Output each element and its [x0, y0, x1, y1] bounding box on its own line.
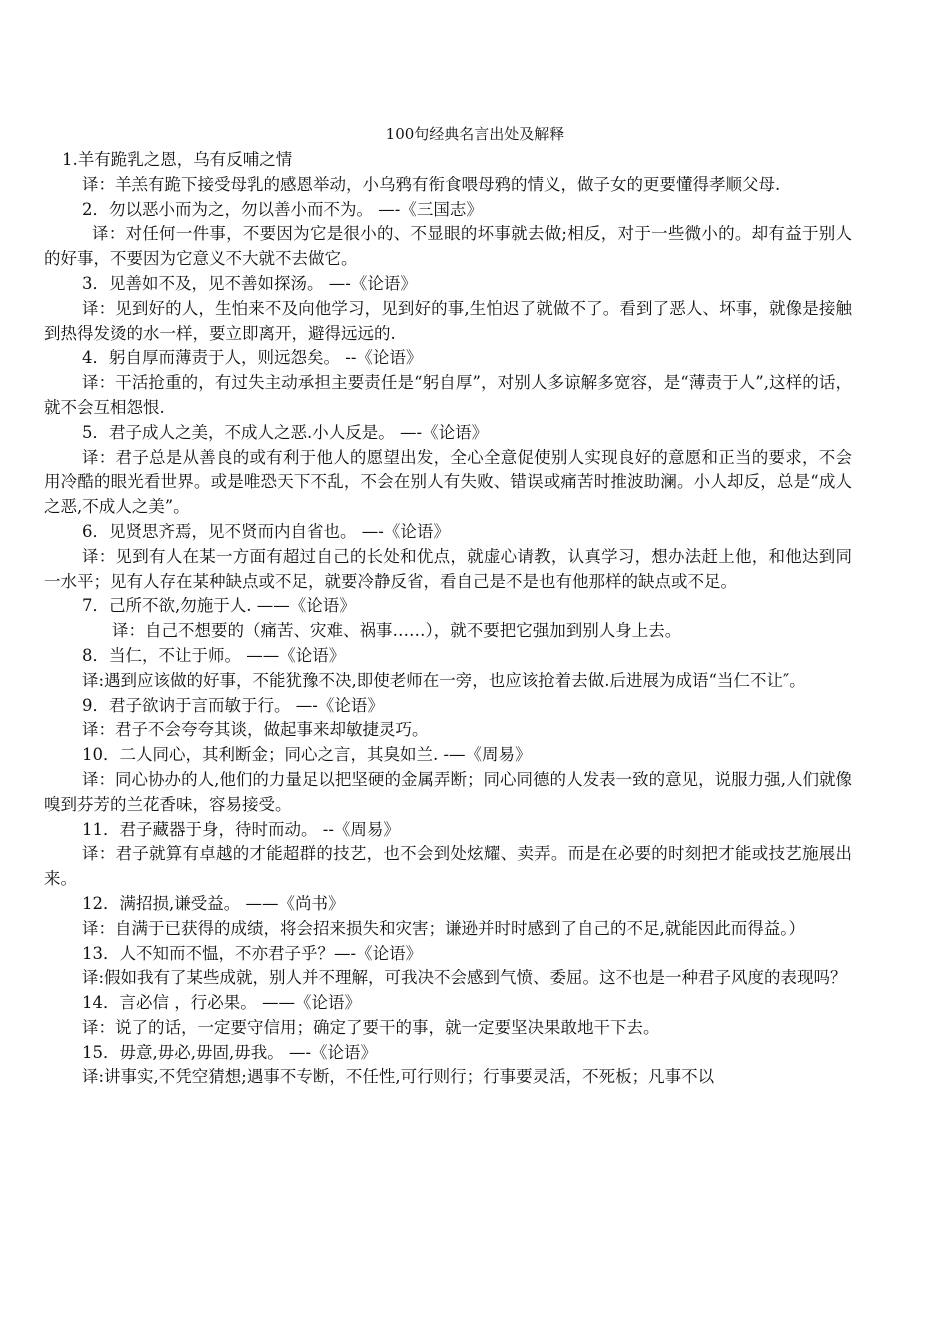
entry-translation: 译：见到有人在某一方面有超过自己的长处和优点，就虚心请教，认真学习，想办法赶上他，和他达到同一水平；见有人存在某种缺点或不足，就要冷静反省，看自己是不是也有他那样的缺点或不足。 [44, 546, 852, 591]
entry-translation: 译：自满于已获得的成绩，将会招来损失和灾害；谦逊并时时感到了自己的不足,就能因此而得益。） [82, 918, 805, 938]
entry-heading: 2．勿以恶小而为之，勿以善小而不为。 —-《三国志》 [82, 199, 483, 219]
entry-heading: 3．见善如不及，见不善如探汤。 —-《论语》 [82, 273, 417, 293]
entry-translation: 译：君子不会夸夸其谈，做起事来却敏捷灵巧。 [82, 720, 429, 740]
entry-translation: 译：自己不想要的（痛苦、灾难、祸事……），就不要把它强加到别人身上去。 [112, 621, 682, 641]
entry-heading: 15．毋意,毋必,毋固,毋我。 —-《论语》 [82, 1042, 378, 1062]
entry-translation: 译：说了的话，一定要守信用；确定了要干的事，就一定要坚决果敢地干下去。 [82, 1017, 660, 1037]
entry-heading: 4．躬自厚而薄责于人，则远怨矣。 --《论语》 [82, 348, 423, 368]
entry-heading: 10．二人同心，其利断金；同心之言，其臭如兰. -—《周易》 [82, 745, 532, 765]
entry-translation: 译：君子总是从善良的或有利于他人的愿望出发，全心全意促使别人实现良好的意愿和正当的要求，不会用冷酷的眼光看世界。或是唯恐天下不乱，不会在别人有失败、错误或痛苦时推波助澜。小人却反，总是“成人之恶,不成人之美”。 [44, 447, 852, 517]
entry-heading: 11．君子藏器于身，待时而动。 --《周易》 [82, 819, 400, 839]
entry-translation: 译：羊羔有跪下接受母乳的感恩举动，小乌鸦有衔食喂母鸦的情义，做子女的更要懂得孝顺父母. [82, 174, 781, 194]
entry-translation: 译：干活抢重的，有过失主动承担主要责任是“躬自厚”，对别人多谅解多宽容，是“薄责于人”,这样的话，就不会互相怨恨. [44, 373, 852, 417]
entry-heading: 9．君子欲讷于言而敏于行。 —-《论语》 [82, 695, 384, 715]
entry-heading: 13．人不知而不愠，不亦君子乎？—-《论语》 [82, 943, 423, 963]
entry-translation: 译:假如我有了某些成就，别人并不理解，可我决不会感到气愤、委屈。这不也是一种君子风度的表现吗？ [82, 968, 847, 988]
entry-heading: 7．己所不欲,勿施于人. ——《论语》 [82, 596, 356, 616]
entry-translation: 译：对任何一件事，不要因为它是很小的、不显眼的坏事就去做;相反，对于一些微小的。却有益于别人的好事，不要因为它意义不大就不去做它。 [44, 224, 852, 269]
entry-heading: 12．满招损,谦受益。 ——《尚书》 [82, 893, 345, 913]
entry-translation: 译：见到好的人，生怕来不及向他学习，见到好的事,生怕迟了就做不了。看到了恶人、坏事，就像是接触到热得发烫的水一样，要立即离开，避得远远的. [44, 298, 852, 343]
entry-translation: 译：君子就算有卓越的才能超群的技艺，也不会到处炫耀、卖弄。而是在必要的时刻把才能或技艺施展出来。 [44, 844, 852, 889]
document-body [44, 148, 852, 1090]
entry-heading: 8．当仁，不让于师。 ——《论语》 [82, 645, 346, 665]
entry-translation: 译:遇到应该做的好事，不能犹豫不决,即使老师在一旁，也应该抢着去做.后进展为成语“当仁不让″。 [82, 670, 806, 690]
entry-heading: 5．君子成人之美，不成人之恶.小人反是。 —-《论语》 [82, 422, 489, 442]
entry-heading: 14．言必信 ，行必果。 ——《论语》 [82, 993, 361, 1013]
document-title: 100句经典名言出处及解释 [385, 125, 565, 143]
entry-heading: 1.羊有跪乳之恩，乌有反哺之情 [62, 150, 293, 169]
entry-translation: 译:讲事实,不凭空猜想;遇事不专断，不任性,可行则行；行事要灵活，不死板；凡事不以 [82, 1067, 715, 1087]
entry-translation: 译：同心协办的人,他们的力量足以把坚硬的金属弄断；同心同德的人发表一致的意见，说服力强,人们就像嗅到芬芳的兰花香味，容易接受。 [44, 769, 852, 814]
entry-heading: 6．见贤思齐焉，见不贤而内自省也。 —-《论语》 [82, 521, 450, 541]
